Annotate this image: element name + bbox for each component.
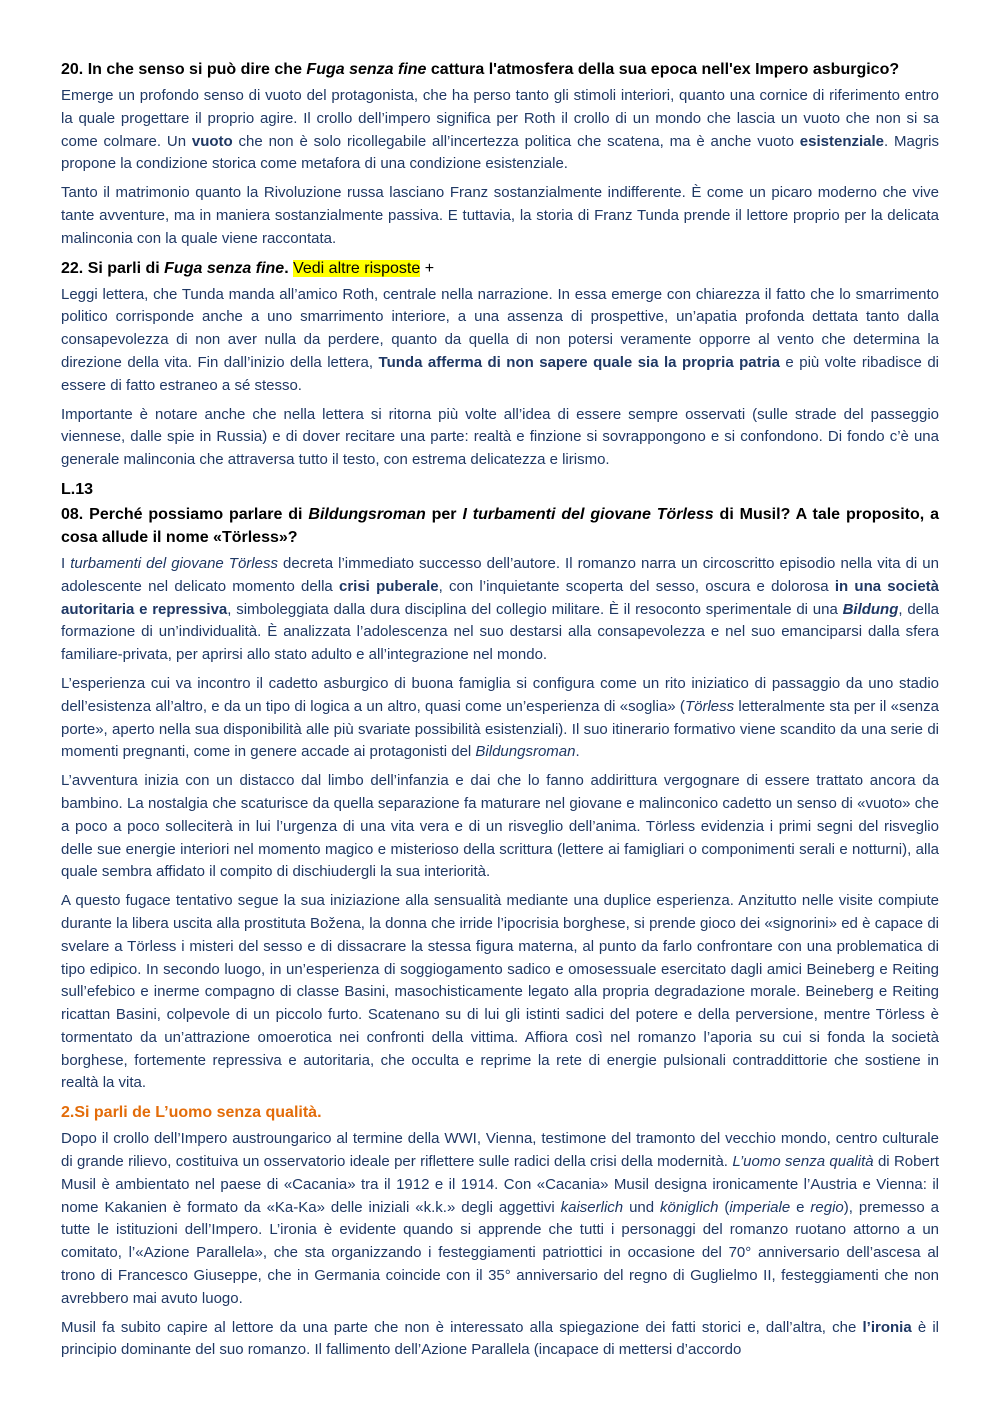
answer-08-paragraph-3: L’avventura inizia con un distacco dal limbo dell’infanzia e dai che lo fanno addirittura vergognare di essere trattato ancora da bambino. La nostalgia che scaturisce da quella separazione fa maturare nel giovane e malinconico cadetto un senso di «vuoto» che a poco a poco solleciterà in lui l’urgenza di una vita vera e di un risveglio dell’anima. Törless evidenzia i primi segni del risveglio delle sue energie interiori nel momento magico e misterioso della scrittura (lettere ai famigliari o componimenti serali e notturni), alla quale sembra affidato il compito di dischiudergli la sua interiorità. bbox=[61, 772, 939, 881]
answer-20-paragraph-1: Emerge un profondo senso di vuoto del protagonista, che ha perso tanto gli stimoli interiori, quanto una cornice di riferimento entro la quale progettare il proprio agire. Il crollo dell’impero significa per Roth il crollo di un mondo che lascia un vuoto che non si sa come colmare. Un vuoto che non è solo ricollegabile all’incertezza politica che scatena, ma è anche vuoto esistenziale. Magris propone la condizione storica come metafora di una condizione esistenziale. bbox=[61, 87, 940, 173]
question-08-heading: 08. Perché possiamo parlare di Bildungsroman per I turbamenti del giovane Törless di Musil? A tale proposito, a cosa allude il nome «Törless»? bbox=[61, 505, 939, 546]
answer-08-paragraph-1: I turbamenti del giovane Törless decreta l’immediato successo dell’autore. Il romanzo narra un circoscritto episodio nella vita di un adolescente nel delicato momento della crisi puberale, con l’inquietante scoperta del sesso, oscura e dolorosa in una società autoritaria e repressiva, simboleggiata dalla dura disciplina del collegio militare. È il resoconto sperimentale di una Bildung, della formazione di un’individualità. È analizzata l’adolescenza nel suo destarsi alla consapevolezza e nel suo emanciparsi dalla sfera familiare-privata, per aprirsi allo stato adulto e all’integrazione nel mondo. bbox=[61, 554, 940, 664]
answer-2-paragraph-2: Musil fa subito capire al lettore da una parte che non è interessato alla spiegazione dei fatti storici e, dall’altra, che l’ironia è il principio dominante del suo romanzo. Il fallimento dell’Azione Parallela (incapace di mettersi d’accordo bbox=[61, 1318, 940, 1359]
answer-08-paragraph-2: L’esperienza cui va incontro il cadetto asburgico di buona famiglia si configura come un rito iniziatico di passaggio da uno stadio dell’esistenza all’altro, e da un tipo di logica a un altro, quasi come un’esperienza di «soglia» (Törless letteralmente sta per il «senza porte», aperto nella sua disponibilità alle più svariate possibilità esistenziali). Il suo itinerario formativo viene scandito da una serie di momenti pregnanti, come in genere accade ai protagonisti del Bildungsroman. bbox=[61, 674, 939, 761]
question-2-heading: 2.Si parli de L’uomo senza qualità. bbox=[61, 1104, 322, 1122]
answer-20-paragraph-2: Tanto il matrimonio quanto la Rivoluzione russa lasciano Franz sostanzialmente indifferente. È come un picaro moderno che vive tante avventure, ma in maniera sostanzialmente passiva. E tuttavia, la storia di Franz Tunda prende il lettore proprio per la delicata malinconia con la quale viene raccontata. bbox=[61, 184, 939, 247]
see-other-answers-highlight: Vedi altre risposte bbox=[293, 259, 421, 277]
section-label: L.13 bbox=[61, 480, 94, 498]
document-page bbox=[61, 58, 939, 1368]
question-20-heading: 20. In che senso si può dire che Fuga senza fine cattura l'atmosfera della sua epoca nell'ex Impero asburgico? bbox=[61, 61, 900, 78]
answer-22-paragraph-2: Importante è notare anche che nella lettera si ritorna più volte all’idea di essere sempre osservati (sulle strade del passeggio viennese, dalle spie in Russia) e di dover recitare una parte: realtà e finzione si sovrappongono e si confondono. Di fondo c’è una generale malinconia che attraversa tutto il testo, con estrema delicatezza e lirismo. bbox=[61, 405, 939, 469]
question-22-heading: 22. Si parli di Fuga senza fine. Vedi altre risposte + bbox=[61, 259, 435, 277]
answer-22-paragraph-1: Leggi lettera, che Tunda manda all’amico Roth, centrale nella narrazione. In essa emerge con chiarezza il fatto che lo smarrimento politico corrisponde anche a uno smarrimento interiore, a una assenza di prospettive, un’apatia profonda dettata tanto dalla consapevolezza di non aver nulla da perdere, quanto da quella di non potersi veramente opporre al vento che determina la direzione della vita. Fin dall’inizio della lettera, Tunda afferma di non sapere quale sia la propria patria e più volte ribadisce di essere di fatto estraneo a sé stesso. bbox=[61, 285, 940, 394]
answer-2-paragraph-1: Dopo il crollo dell’Impero austroungarico al termine della WWI, Vienna, testimone del tramonto del vecchio mondo, centro culturale di grande rilievo, costituiva un osservatorio ideale per riflettere sulle radici della crisi della modernità. L’uomo senza qualità di Robert Musil è ambientato nel paese di «Cacania» tra il 1912 e il 1914. Con «Cacania» Musil designa ironicamente l’Austria e Vienna: il nome Kakanien è formato da «Ka-Ka» delle iniziali «k.k.» degli aggettivi kaiserlich und königlich (imperiale e regio), premesso a tutte le istituzioni dell’Impero. L’ironia è evidente quando si apprende che tutti i personaggi del romanzo ruotano attorno a un comitato, l’«Azione Parallela», che sta organizzando i festeggiamenti patriottici in occasione del 70° anniversario dell’ascesa al trono di Francesco Giuseppe, che in Germania coincide con il 35° anniversario del regno di Guglielmo II, festeggiamenti che non avrebbero mai avuto luogo. bbox=[61, 1130, 939, 1307]
answer-08-paragraph-4: A questo fugace tentativo segue la sua iniziazione alla sensualità mediante una duplice esperienza. Anzitutto nelle visite compiute durante la libera uscita alla prostituta Božena, la donna che irride l’ipocrisia borghese, si prende gioco dei «signorini» ed è capace di svelare a Törless i misteri del sesso e di dissacrare la stessa figura materna, al punto da farlo confrontare con una problematica di tipo edipico. In secondo luogo, in un’esperienza di soggiogamento sadico e omosessuale esercitato dagli amici Beineberg e Reiting sull’efebico e inerme compagno di classe Basini, masochisticamente legato alla propria degradazione morale. Beineberg e Reiting ricattan Basini, colpevole di un piccolo furto. Scatenano su di lui gli istinti sadici del potere e della perversione, mentre Törless è tormentato da un’attrazione omoerotica nei confronti della vittima. Affiora così nel romanzo l’aporia su cui si fonda la società borghese, fortemente repressiva e autoritaria, che occulta e reprime la rete di energie pulsionali contraddittorie che sostiene in realtà la vita. bbox=[61, 892, 939, 1092]
